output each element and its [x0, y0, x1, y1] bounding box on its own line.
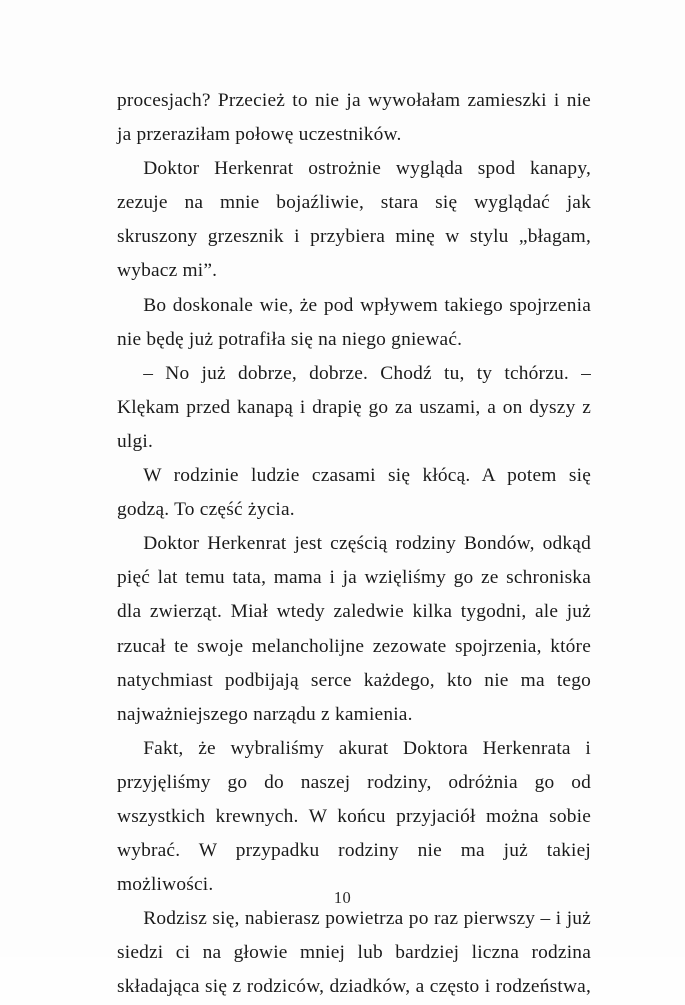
paragraph-dialogue-4: – No już dobrze, dobrze. Chodź tu, ty tchórzu. – Klękam przed kanapą i drapię go za uszami, a on dyszy z ulgi.: [117, 362, 591, 452]
page-body-text: [117, 84, 591, 1005]
paragraph-3: Bo doskonale wie, że pod wpływem takiego spojrzenia nie będę już potrafiła się na niego gniewać.: [117, 294, 591, 350]
paragraph-continuation-1: procesjach? Przecież to nie ja wywołałam zamieszki i nie ja przeraziłam połowę uczestników.: [117, 90, 591, 146]
paragraph-5: W rodzinie ludzie czasami się kłócą. A potem się godzą. To część życia.: [117, 465, 591, 521]
paragraph-2: Doktor Herkenrat ostrożnie wygląda spod kanapy, zezuje na mnie bojaźliwie, stara się wyglądać jak skruszony grzesznik i przybiera minę w stylu „błagam, wybacz mi”.: [117, 158, 591, 282]
paragraph-6: Doktor Herkenrat jest częścią rodziny Bondów, odkąd pięć lat temu tata, mama i ja wzięliśmy go ze schroniska dla zwierząt. Miał wtedy zaledwie kilka tygodni, ale już rzucał te swoje melancholijne zezowate spojrzenia, które natychmiast podbijają serce każdego, kto nie ma tego najważniejszego narządu z kamienia.: [117, 533, 591, 725]
paragraph-7: Fakt, że wybraliśmy akurat Doktora Herkenrata i przyjęliśmy go do naszej rodziny, odróżnia go od wszystkich krewnych. W końcu przyjaciół można sobie wybrać. W przypadku rodziny nie ma już takiej możliwości.: [117, 737, 591, 896]
paragraph-8: Rodzisz się, nabierasz powietrza po raz pierwszy – i już siedzi ci na głowie mniej lub bardziej liczna rodzina składająca się z rodziców, dziadków, a często i rodzeństwa,: [117, 908, 591, 998]
page-number: 10: [333, 888, 352, 907]
